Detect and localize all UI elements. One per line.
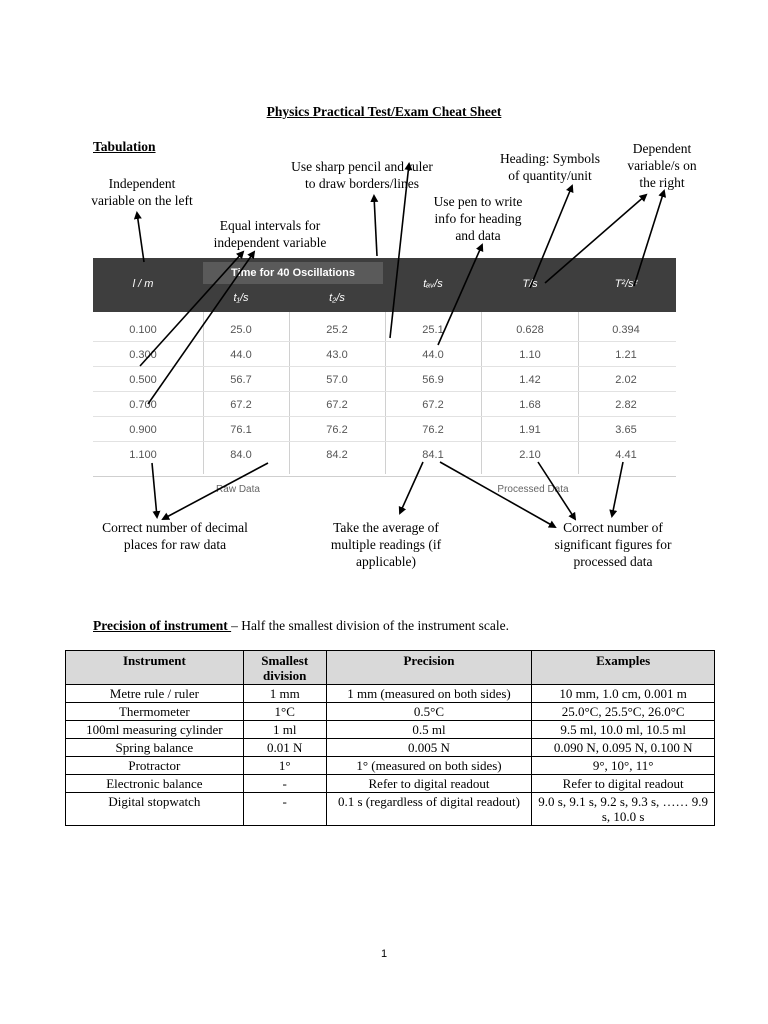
precision-table	[65, 650, 715, 826]
precision-row	[66, 757, 715, 775]
data-cell: 44.0	[422, 349, 444, 361]
smallest-division-cell: 1 mm	[243, 685, 326, 703]
examples-cell: 9.5 ml, 10.0 ml, 10.5 ml	[532, 721, 715, 739]
precision-description: – Half the smallest division of the instrument scale.	[231, 618, 509, 633]
data-cell: 25.0	[230, 324, 252, 336]
instrument-cell: Metre rule / ruler	[66, 685, 244, 703]
note-sharp-pencil: Use sharp pencil and ruler to draw borders/lines	[291, 159, 433, 191]
data-cell: 67.2	[326, 399, 348, 411]
header-tav: tₐᵥ/s	[423, 278, 443, 290]
raw-data-label: Raw Data	[216, 484, 260, 495]
header-instrument: Instrument	[66, 651, 244, 685]
arrow-sigfig-2	[538, 462, 575, 519]
data-cell: 3.65	[615, 424, 637, 436]
arrow-pencil-2	[390, 164, 409, 338]
header-t1: t₁/s	[233, 292, 249, 304]
arrow-decimal-1	[152, 463, 157, 517]
instrument-cell: Spring balance	[66, 739, 244, 757]
header-period: T/s	[522, 278, 538, 290]
arrow-interval-2	[148, 252, 254, 404]
arrow-heading-symbols	[530, 186, 572, 288]
arrow-sigfig-1	[440, 462, 555, 527]
header-length: l / m	[132, 278, 154, 290]
arrow-dependent-1	[545, 195, 646, 283]
precision-row	[66, 721, 715, 739]
data-cell: 44.0	[230, 349, 252, 361]
precision-row	[66, 775, 715, 793]
precision-heading: Precision of instrument	[93, 618, 232, 633]
precision-row	[66, 685, 715, 703]
precision-cell: 1 mm (measured on both sides)	[326, 685, 532, 703]
page-number: 1	[380, 948, 388, 960]
data-cell: 1.42	[519, 374, 541, 386]
data-cell: 4.41	[615, 449, 637, 461]
smallest-division-cell: -	[243, 775, 326, 793]
note-correct-decimal: Correct number of decimal places for raw data	[102, 520, 248, 552]
header-precision: Precision	[326, 651, 532, 685]
arrow-independent	[137, 213, 144, 262]
data-cell: 0.394	[612, 324, 640, 336]
arrow-pencil-1	[374, 196, 377, 256]
data-cell: 43.0	[326, 349, 348, 361]
data-cell: 0.628	[516, 324, 544, 336]
data-cell: 76.2	[422, 424, 444, 436]
page-title: Physics Practical Test/Exam Cheat Sheet	[266, 104, 502, 119]
processed-data-label: Processed Data	[497, 484, 569, 495]
arrow-decimal-2	[163, 463, 268, 519]
data-cell: 1.100	[129, 449, 157, 461]
smallest-division-cell: 1 ml	[243, 721, 326, 739]
precision-cell: 0.005 N	[326, 739, 532, 757]
data-cell: 67.2	[422, 399, 444, 411]
instrument-cell: Thermometer	[66, 703, 244, 721]
note-equal-intervals: Equal intervals for independent variable	[213, 218, 327, 250]
precision-heading-line	[93, 618, 509, 634]
group-header: Time for 40 Oscillations	[203, 262, 383, 284]
examples-cell: Refer to digital readout	[532, 775, 715, 793]
arrow-sigfig-3	[612, 462, 623, 516]
note-independent-left: Independent variable on the left	[91, 176, 193, 208]
examples-cell: 9.0 s, 9.1 s, 9.2 s, 9.3 s, …… 9.9 s, 10.0 s	[532, 793, 715, 826]
data-cell: 56.9	[422, 374, 444, 386]
instrument-cell: Electronic balance	[66, 775, 244, 793]
note-take-average: Take the average of multiple readings (if applicable)	[330, 520, 442, 569]
arrow-pen-heading	[438, 245, 482, 345]
header-smallest-division: Smallest division	[243, 651, 326, 685]
header-period-squared: T²/s²	[614, 278, 638, 290]
precision-header-row	[66, 651, 715, 685]
data-cell: 0.500	[129, 374, 157, 386]
tabulation-heading: Tabulation	[93, 139, 156, 154]
precision-table-body	[66, 685, 715, 826]
examples-cell: 25.0°C, 25.5°C, 26.0°C	[532, 703, 715, 721]
note-significant-figures: Correct number of significant figures for processed data	[554, 520, 672, 569]
data-cell: 2.10	[519, 449, 541, 461]
instrument-cell: Digital stopwatch	[66, 793, 244, 826]
data-cell: 25.1	[422, 324, 444, 336]
precision-row	[66, 739, 715, 757]
data-cell: 0.700	[129, 399, 157, 411]
data-cell: 2.82	[615, 399, 637, 411]
data-cell: 84.2	[326, 449, 348, 461]
precision-cell: 0.5 ml	[326, 721, 532, 739]
arrow-interval-1	[140, 252, 243, 366]
data-cell: 76.2	[326, 424, 348, 436]
precision-cell: 0.5°C	[326, 703, 532, 721]
precision-cell: 0.1 s (regardless of digital readout)	[326, 793, 532, 826]
smallest-division-cell: -	[243, 793, 326, 826]
precision-cell: 1° (measured on both sides)	[326, 757, 532, 775]
precision-row	[66, 703, 715, 721]
data-cell: 84.0	[230, 449, 252, 461]
arrow-dependent-2	[634, 191, 664, 286]
smallest-division-cell: 1°	[243, 757, 326, 775]
instrument-cell: 100ml measuring cylinder	[66, 721, 244, 739]
data-cell: 0.300	[129, 349, 157, 361]
data-cell: 84.1	[422, 449, 444, 461]
precision-cell: Refer to digital readout	[326, 775, 532, 793]
instrument-cell: Protractor	[66, 757, 244, 775]
smallest-division-cell: 1°C	[243, 703, 326, 721]
data-cell: 56.7	[230, 374, 252, 386]
data-cell: 1.10	[519, 349, 541, 361]
precision-row	[66, 793, 715, 826]
examples-cell: 0.090 N, 0.095 N, 0.100 N	[532, 739, 715, 757]
smallest-division-cell: 0.01 N	[243, 739, 326, 757]
header-examples: Examples	[532, 651, 715, 685]
data-cell: 67.2	[230, 399, 252, 411]
data-cell: 1.68	[519, 399, 541, 411]
data-cell: 57.0	[326, 374, 348, 386]
data-cell: 2.02	[615, 374, 637, 386]
arrow-average	[400, 462, 423, 513]
data-cell: 0.100	[129, 324, 157, 336]
data-cell: 1.21	[615, 349, 637, 361]
data-cell: 76.1	[230, 424, 252, 436]
examples-cell: 9°, 10°, 11°	[532, 757, 715, 775]
examples-cell: 10 mm, 1.0 cm, 0.001 m	[532, 685, 715, 703]
header-t2: t₂/s	[329, 292, 345, 304]
data-cell: 1.91	[519, 424, 541, 436]
note-heading-symbols: Heading: Symbols of quantity/unit	[499, 151, 601, 183]
note-pen-heading: Use pen to write info for heading and data	[433, 194, 523, 243]
note-dependent-right: Dependent variable/s on the right	[627, 141, 697, 190]
data-cell: 0.900	[129, 424, 157, 436]
data-cell: 25.2	[326, 324, 348, 336]
